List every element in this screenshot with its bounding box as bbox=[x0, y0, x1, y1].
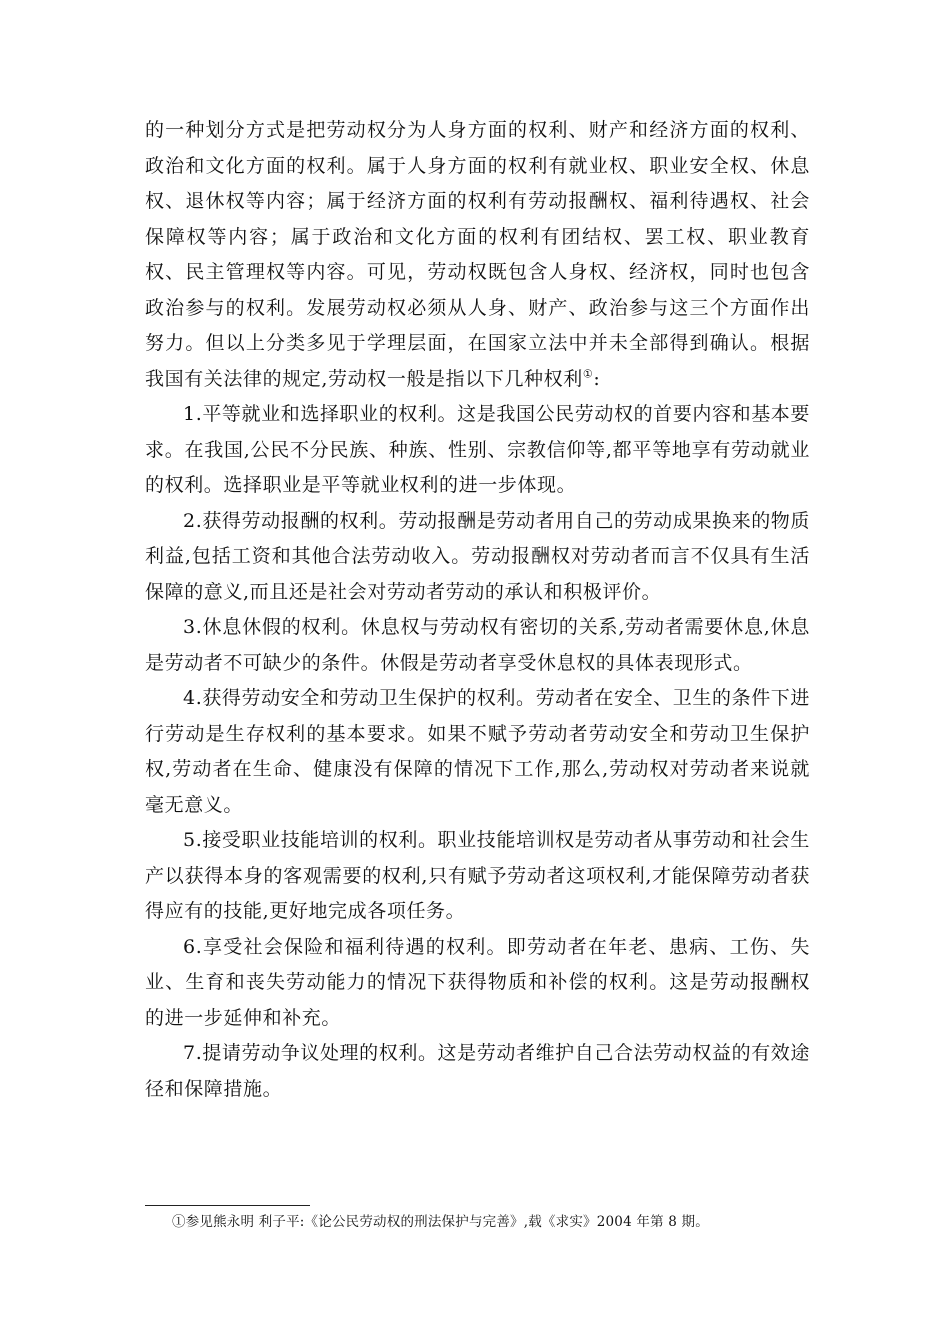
right-item-4: 4.获得劳动安全和劳动卫生保护的权利。劳动者在安全、卫生的条件下进行劳动是生存权利的基本要求。如果不赋予劳动者劳动安全和劳动卫生保护权,劳动者在生命、健康没有保障的情况下工作,那么,劳动权对劳动者来说就毫无意义。 bbox=[145, 687, 810, 816]
intro-text: 的一种划分方式是把劳动权分为人身方面的权利、财产和经济方面的权利、政治和文化方面的权利。属于人身方面的权利有就业权、职业安全权、休息权、退休权等内容；属于经济方面的权利有劳动报酬权、福利待遇权、社会保障权等内容；属于政治和文化方面的权利有团结权、罢工权、职业教育权、民主管理权等内容。可见，劳动权既包含人身权、经济权，同时也包含政治参与的权利。发展劳动权必须从人身、财产、政治参与这三个方面作出努力。但以上分类多见于学理层面，在国家立法中并未全部得到确认。根据我国有关法律的规定,劳动权一般是指以下几种权利 bbox=[145, 119, 810, 390]
intro-tail: : bbox=[593, 367, 601, 390]
right-item-7: 7.提请劳动争议处理的权利。这是劳动者维护自己合法劳动权益的有效途径和保障措施。 bbox=[145, 1042, 810, 1100]
body-text bbox=[145, 113, 810, 1107]
footnote-divider bbox=[145, 1205, 310, 1206]
intro-paragraph bbox=[145, 113, 810, 397]
right-item-2: 2.获得劳动报酬的权利。劳动报酬是劳动者用自己的劳动成果换来的物质利益,包括工资和其他合法劳动收入。劳动报酬权对劳动者而言不仅具有生活保障的意义,而且还是社会对劳动者劳动的承认和积极评价。 bbox=[145, 509, 810, 603]
right-item-3: 3.休息休假的权利。休息权与劳动权有密切的关系,劳动者需要休息,休息是劳动者不可缺少的条件。休假是劳动者享受休息权的具体表现形式。 bbox=[145, 616, 810, 674]
footnote: ①参见熊永明 利子平:《论公民劳动权的刑法保护与完善》,载《求实》2004 年第 8 期。 bbox=[172, 1214, 709, 1230]
right-item-1: 1.平等就业和选择职业的权利。这是我国公民劳动权的首要内容和基本要求。在我国,公民不分民族、种族、性别、宗教信仰等,都平等地享有劳动就业的权利。选择职业是平等就业权利的进一步体现。 bbox=[145, 403, 810, 496]
footnote-reference[interactable]: ① bbox=[582, 367, 594, 381]
right-item-6: 6.享受社会保险和福利待遇的权利。即劳动者在年老、患病、工伤、失业、生育和丧失劳动能力的情况下获得物质和补偿的权利。这是劳动报酬权的进一步延伸和补充。 bbox=[145, 935, 810, 1029]
right-item-5: 5.接受职业技能培训的权利。职业技能培训权是劳动者从事劳动和社会生产以获得本身的客观需要的权利,只有赋予劳动者这项权利,才能保障劳动者获得应有的技能,更好地完成各项任务。 bbox=[145, 829, 810, 922]
